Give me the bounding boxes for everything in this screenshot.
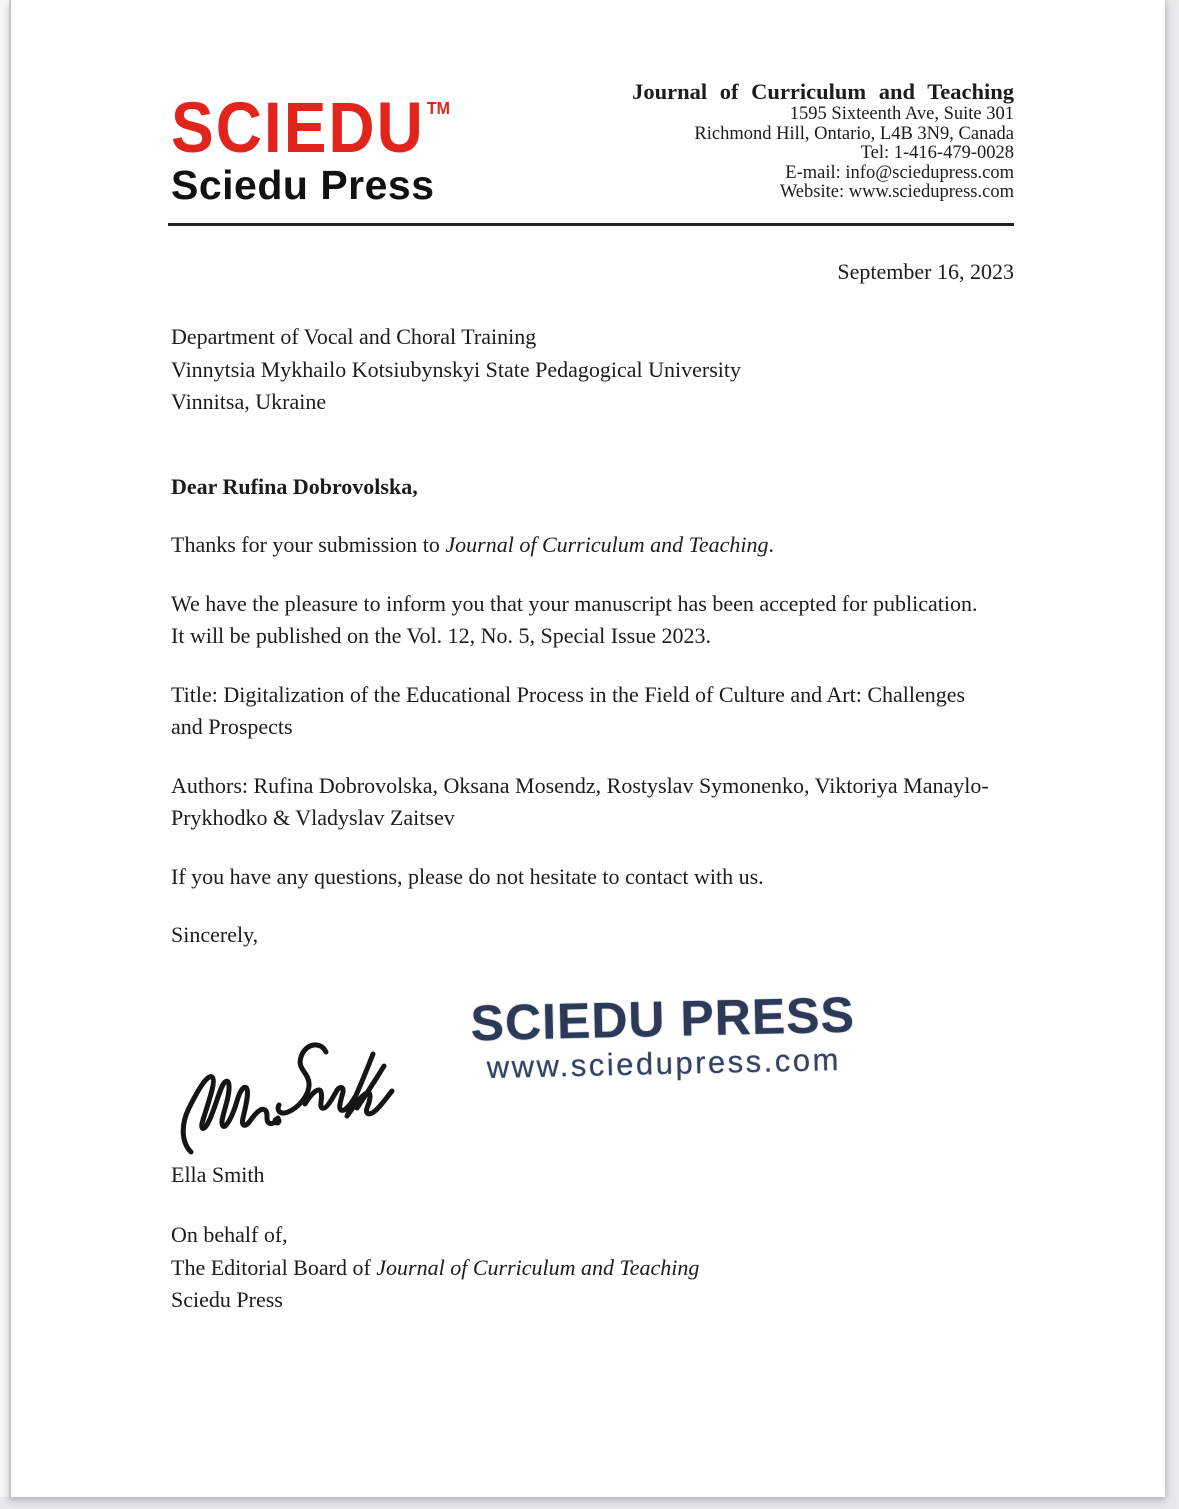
paragraph-authors xyxy=(171,770,1014,835)
handwritten-signature xyxy=(177,1024,407,1159)
journal-address-block xyxy=(632,78,1014,203)
closing: Sincerely, xyxy=(171,922,259,947)
recipient-line-city: Vinnitsa, Ukraine xyxy=(171,389,327,414)
paragraph-questions: If you have any questions, please do not hesitate to contact with us. xyxy=(171,863,764,889)
recipient-line-department: Department of Vocal and Choral Training xyxy=(171,324,537,349)
signoff-line-behalf: On behalf of, xyxy=(171,1222,288,1247)
address-line: Richmond Hill, Ontario, L4B 3N9, Canada xyxy=(694,123,1014,144)
signoff-journal-italic: Journal of Curriculum and Teaching xyxy=(376,1254,700,1280)
journal-title: Journal of Curriculum and Teaching xyxy=(632,79,1014,104)
address-line: 1595 Sixteenth Ave, Suite 301 xyxy=(789,104,1014,124)
sciedu-logo xyxy=(171,84,450,207)
letter-page xyxy=(9,0,1165,1497)
signature-area xyxy=(171,952,1014,1159)
logo-press-name: Sciedu Press xyxy=(171,162,435,208)
journal-name-italic: Journal of Curriculum and Teaching xyxy=(445,532,769,557)
sciedu-press-stamp xyxy=(470,987,856,1086)
signoff-board-prefix: The Editorial Board of xyxy=(171,1254,377,1280)
sciedu-logo-wordmark xyxy=(171,75,450,168)
acceptance-line: It will be published on the Vol. 12, No. 5, Special Issue 2023. xyxy=(171,623,711,648)
address-line-email: E-mail: info@sciedupress.com xyxy=(785,162,1014,183)
stamp-website: www.sciedupress.com xyxy=(486,1041,842,1085)
salutation: Dear Rufina Dobrovolska, xyxy=(171,473,418,499)
title-line: Title: Digitalization of the Educational Process in the Field of Culture and Art: Challenges xyxy=(171,681,966,707)
signer-name: Ella Smith xyxy=(171,1161,265,1187)
stamp-name: SCIEDU PRESS xyxy=(470,986,856,1051)
authors-line: Prykhodko & Vladyslav Zaitsev xyxy=(171,805,455,830)
logo-brand-text: SCIEDU xyxy=(171,86,425,168)
title-line: and Prospects xyxy=(171,714,293,739)
acceptance-line: We have the pleasure to inform you that your manuscript has been accepted for publication. xyxy=(171,590,978,616)
paragraph-title xyxy=(171,679,1014,744)
address-line-phone: Tel: 1-416-479-0028 xyxy=(860,143,1014,164)
paragraph-submission-text: Thanks for your submission to xyxy=(171,532,446,557)
recipient-line-university: Vinnytsia Mykhailo Kotsiubynskyi State Pedagogical University xyxy=(171,356,742,382)
letter-date: September 16, 2023 xyxy=(837,259,1014,284)
signoff-block xyxy=(171,1219,1014,1317)
paragraph-acceptance xyxy=(171,588,1014,653)
signoff-line-board xyxy=(171,1252,1014,1285)
letterhead xyxy=(171,79,1014,208)
address-line-website: Website: www.sciedupress.com xyxy=(779,182,1014,203)
recipient-block xyxy=(171,321,1014,419)
trademark-symbol: TM xyxy=(426,99,450,119)
paragraph-submission xyxy=(171,529,1014,562)
viewer-gutter xyxy=(0,0,9,1497)
letterhead-divider xyxy=(168,223,1014,226)
paragraph-submission-period: . xyxy=(768,532,774,557)
authors-line: Authors: Rufina Dobrovolska, Oksana Mosendz, Rostyslav Symonenko, Viktoriya Manaylo- xyxy=(171,772,989,798)
signoff-line-press: Sciedu Press xyxy=(171,1287,283,1312)
